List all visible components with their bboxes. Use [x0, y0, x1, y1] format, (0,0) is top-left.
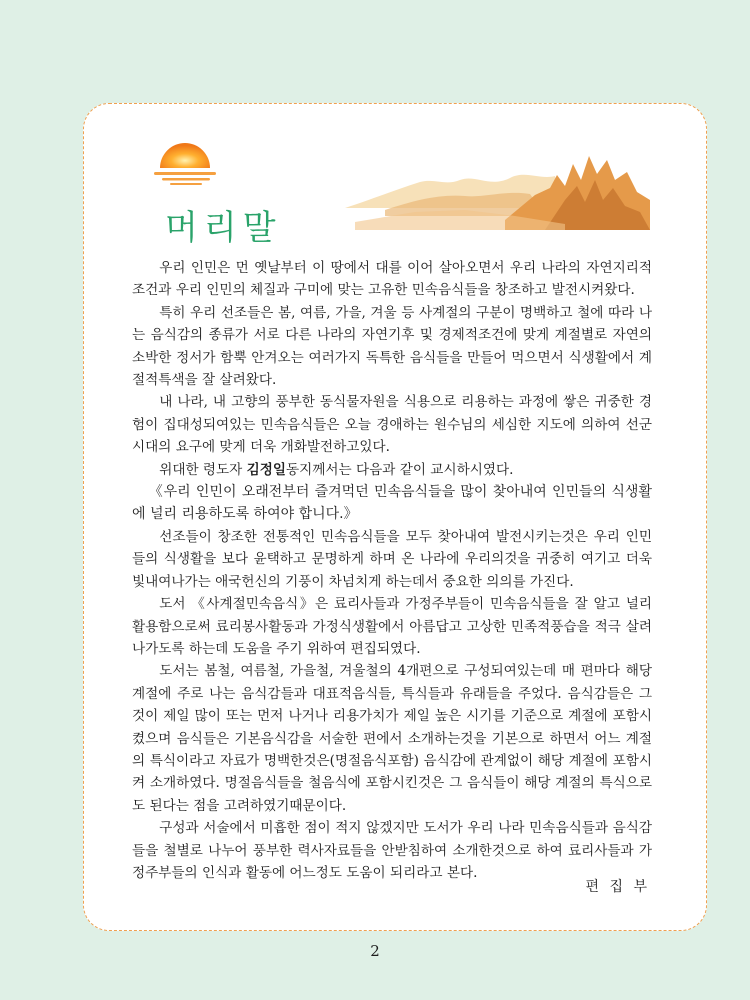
teaching-quote: 《우리 인민이 오래전부터 즐겨먹던 민속음식들을 많이 찾아내여 인민들의 식생활에 널리 리용하도록 하여야 합니다.》: [132, 484, 652, 523]
paragraph: 도서는 봄철, 여름철, 가을철, 겨울철의 4개편으로 구성되여있는데 매 편마다 해당 계절에 주로 나는 음식감들과 대표적음식들, 특식들과 유래들을 주었다. 음식감들은 그것이 제일 많이 또는 먼저 나거나 리용가치가 제일 높은 시기를 기준으로 계절에 포함시켰으며 음식들은 기본음식감을 서술한 편에서 소개하는것을 기본으로 하면서 어느 계절의 특식이라고 자료가 명백한것은(명절음식포함) 음식감에 관계없이 해당 계절에 포함시켜 소개하였다. 명절음식들을 철음식에 포함시킨것은 그 음식들이 해당 계절의 특식으로도 된다는 점을 고려하였기때문이다.: [132, 663, 652, 814]
paragraph-teaching-intro: [132, 459, 652, 481]
paragraph: 도서 《사계절민속음식》은 료리사들과 가정주부들이 민속음식들을 잘 알고 널리 활용함으로써 료리봉사활동과 가정식생활에서 아름답고 고상한 민족적풍습을 적극 살려나가도록 하는데 도움을 주기 위하여 편집되였다.: [132, 596, 652, 657]
mountain-illustration: [345, 150, 650, 230]
teaching-intro-lead: 위대한 령도자: [159, 461, 247, 478]
paragraph: 선조들이 창조한 전통적인 민속음식들을 모두 찾아내여 발전시키는것은 우리 인민들의 식생활을 보다 윤택하고 문명하게 하며 온 나라에 우리의것을 귀중히 여기고 더욱 빛내여나가는 애국헌신의 기풍이 차넘치게 하는데서 중요한 의의를 가진다.: [132, 528, 652, 590]
sun-illustration: [140, 128, 230, 188]
leader-name: 김정일: [246, 461, 287, 478]
paragraph: 내 나라, 내 고향의 풍부한 동식물자원을 식용으로 리용하는 과정에 쌓은 귀중한 경험이 집대성되여있는 민속음식들은 오늘 경애하는 원수님의 세심한 지도에 의하여 선군시대의 요구에 맞게 더욱 개화발전하고있다.: [132, 394, 652, 456]
page-title: 머리말: [165, 208, 282, 248]
teaching-intro-tail: 동지께서는 다음과 같이 교시하시였다.: [286, 461, 514, 478]
paragraph: 구성과 서술에서 미흡한 점이 적지 않겠지만 도서가 우리 나라 민속음식들과 음식감들을 철별로 나누어 풍부한 력사자료들을 안받침하여 소개한것으로 하여 료리사들과 가정주부들의 인식과 활동에 어느정도 도움이 되리라고 본다.: [132, 820, 652, 881]
preface-body: [132, 257, 652, 884]
paragraph: 특히 우리 선조들은 봄, 여름, 가을, 겨울 등 사계절의 구분이 명백하고 철에 따라 나는 음식감의 종류가 서로 다른 나라의 자연기후 및 경제적조건에 맞게 계절별로 자연의 소박한 정서가 함뿍 안겨오는 여러가지 독특한 음식들을 만들어 먹으면서 식생활에서 계절적특색을 잘 살려왔다.: [132, 304, 652, 389]
page-number: 2: [370, 942, 380, 960]
paragraph: 우리 인민은 먼 옛날부터 이 땅에서 대를 이어 살아오면서 우리 나라의 자연지리적조건과 우리 인민의 체질과 구미에 맞는 고유한 민속음식들을 창조하고 발전시켜왔다.: [132, 260, 652, 299]
editorial-signature: 편 집 부: [585, 879, 650, 895]
